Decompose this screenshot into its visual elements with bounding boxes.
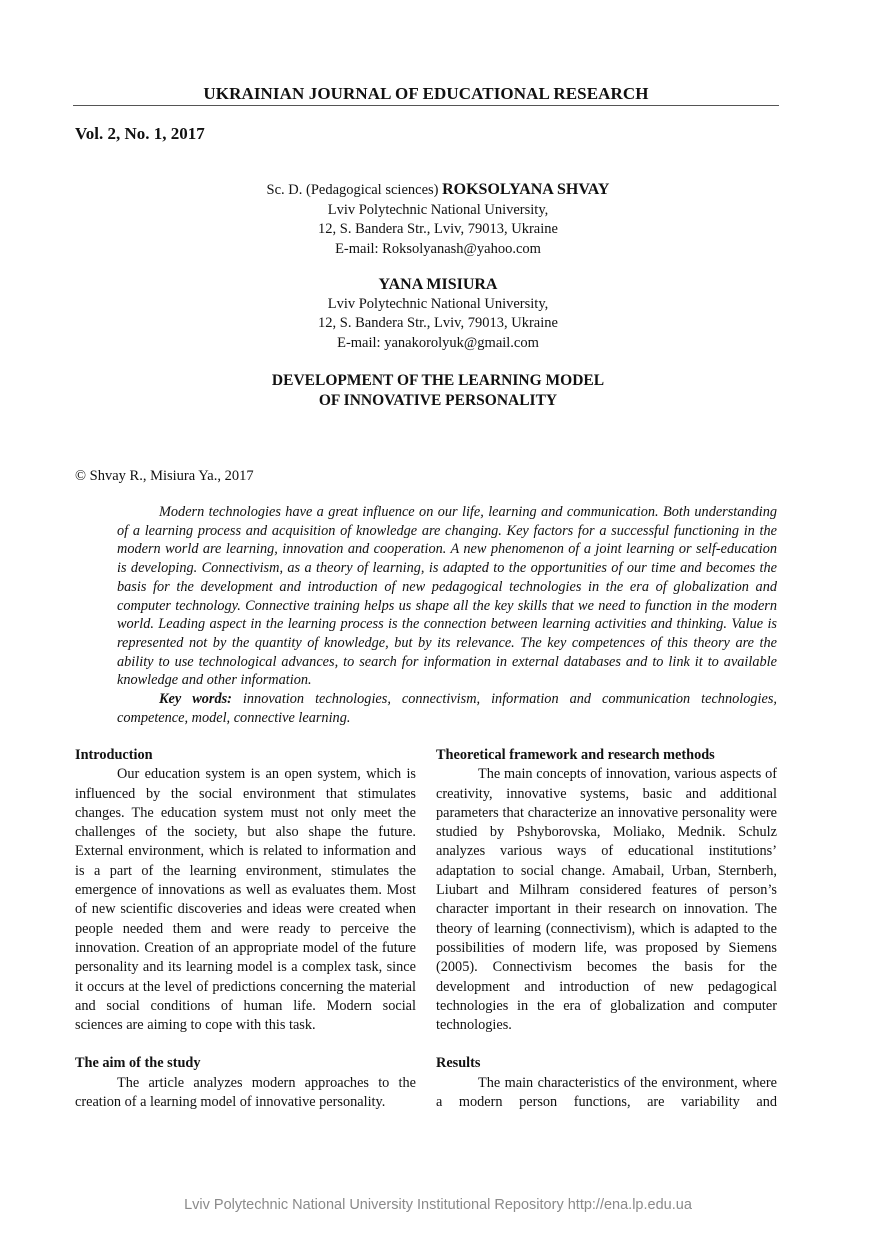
journal-title: UKRAINIAN JOURNAL OF EDUCATIONAL RESEARCH <box>203 84 649 103</box>
author-affiliation: Lviv Polytechnic National University, <box>327 295 549 312</box>
author-block-2 <box>170 275 706 353</box>
copyright-notice: © Shvay R., Misiura Ya., 2017 <box>75 468 254 484</box>
aim-text: The article analyzes modern approaches to the creation of a learning model of innovative personality. <box>75 1074 416 1111</box>
author-name: ROKSOLYANA SHVAY <box>442 181 610 198</box>
author-degree: Sc. D. (Pedagogical sciences) <box>266 182 443 198</box>
section-heading-framework: Theoretical framework and research methods <box>436 747 715 763</box>
introduction-text: Our education system is an open system, which is influenced by the social environment that stimulates changes. The education system must not only meet the challenges of the society, but also shape the future. External environment, which is related to information and is a part of the learning environment, stimulates the emergence of innovations as well as evaluates them. Most of new scientific discoveries and ideas were created when people needed them and were ready to perceive the innovation. Creation of an appropriate model of the future personality and its learning model is a complex task, since it occurs at the level of predictions concerning the material and social conditions of human life. Modern social sciences are aiming to cope with this task. <box>75 766 416 1034</box>
author-block-1 <box>170 180 706 259</box>
right-column <box>436 746 777 1112</box>
abstract <box>117 503 777 727</box>
keywords <box>117 690 777 727</box>
article-title-line-1: DEVELOPMENT OF THE LEARNING MODEL <box>271 372 605 389</box>
author-email: E-mail: Roksolyanash@yahoo.com <box>335 240 541 257</box>
author-affiliation: Lviv Polytechnic National University, <box>327 201 549 218</box>
keywords-list: innovation technologies, connectivism, information and communication technologies, competence, model, connective learning. <box>117 691 777 726</box>
framework-text: The main concepts of innovation, various aspects of creativity, innovative systems, basic and additional parameters that characterize an innovative personality were studied by Pshyborovska, Moliako, Mednik. Schulz analyzes various ways of educational institutions’ adaptation to social change. Amabail, Urban, Sternberh, Liubart and Milhram considered features of person’s character important in their research on innovation. The theory of learning (connectivism), which is adapted to the possibilities of modern life, was proposed by Siemens (2005). Connectivism becomes the basis for the development and introduction of new pedagogical technologies in the era of globalization and computer technologies. <box>436 766 777 1034</box>
header-divider <box>73 105 779 106</box>
author-address: 12, S. Bandera Str., Lviv, 79013, Ukraine <box>318 315 558 331</box>
author-address: 12, S. Bandera Str., Lviv, 79013, Ukraine <box>318 221 558 237</box>
section-heading-introduction: Introduction <box>75 747 153 763</box>
left-column <box>75 746 416 1112</box>
abstract-text: Modern technologies have a great influence on our life, learning and communication. Both understanding of a learning process and acquisition of knowledge are changing. Key factors for a successful functioning in the modern world are learning, innovation and cooperation. A new phenomenon of a joint learning or self-education is developing. Connectivism, as a theory of learning, is adapted to the opportunities of our time and becomes the basis for the development and introduction of new pedagogical technologies in the era of globalization and computer technology. Connective training helps us shape all the key skills that we need to function in the modern world. Leading aspect in the learning process is the connection between learning activities and thinking. Value is represented not by the quantity of knowledge, but by its relevance. The key competences of this theory are the ability to use technological advances, to search for information in external databases and to link it to available knowledge and other information. <box>117 504 777 689</box>
volume-info: Vol. 2, No. 1, 2017 <box>75 124 205 143</box>
author-line <box>170 180 706 201</box>
author-email: E-mail: yanakorolyuk@gmail.com <box>337 334 539 351</box>
author-name: YANA MISIURA <box>378 276 498 293</box>
article-title <box>120 371 756 411</box>
section-heading-results: Results <box>436 1055 481 1072</box>
keywords-label: Key words: <box>159 691 232 708</box>
article-title-line-2: OF INNOVATIVE PERSONALITY <box>318 392 558 409</box>
section-heading-aim: The aim of the study <box>75 1055 201 1072</box>
results-text: The main characteristics of the environment, where a modern person functions, are variability and <box>436 1074 777 1111</box>
repository-footer: Lviv Polytechnic National University Institutional Repository http://ena.lp.edu.ua <box>184 1197 692 1213</box>
